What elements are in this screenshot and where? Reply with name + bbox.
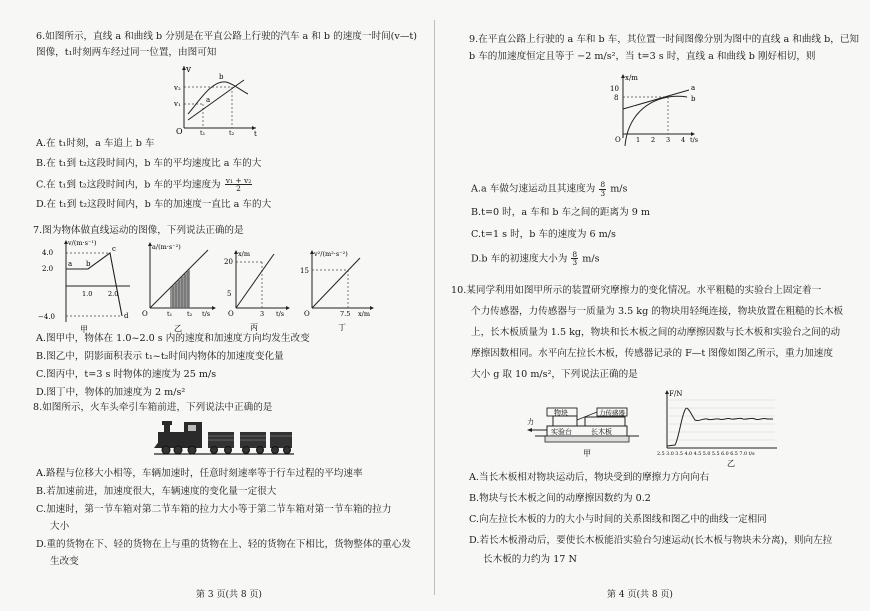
q9-graph-y8: 8 (614, 94, 619, 102)
q10-fig1-caption: 甲 (583, 449, 591, 458)
q7-yi-caption: 乙 (174, 324, 182, 332)
q8-option-b: B.若加速前进，加速度很大，车辆速度的变化量一定很大 (36, 485, 277, 497)
q10-stem-line3: 上，长木板质量为 1.5 kg，物块和长木板之间的动摩擦因数与长木板和实验台之间的动 (471, 326, 841, 338)
q9-option-a-text: A.a 车做匀速运动且其速度为 (471, 183, 596, 195)
q9-label-a: a (691, 84, 696, 92)
q10-options (469, 472, 832, 567)
q6-label-a: a (206, 96, 211, 104)
q9-graph-origin: O (615, 136, 621, 144)
q6-graph-xlabel: t (254, 130, 257, 136)
q6-stem-line1: 6.如图所示，直线 a 和曲线 b 分别是在平直公路上行驶的汽车 a 和 b 的速度一时间(v—t) (36, 31, 418, 42)
q9-option-c: C.t=1 s 时，b 车的速度为 6 m/s (471, 228, 616, 240)
q6-graph-t2: t₂ (229, 129, 235, 136)
q9-graph-ylabel: x/m (625, 74, 638, 82)
q7-bing-y5: 5 (227, 290, 232, 298)
q7-jia-a: a (68, 260, 73, 268)
page-4 (435, 0, 870, 611)
q9-option-a-fraction (599, 181, 606, 197)
q7-yi-xlabel: t/s (202, 310, 211, 318)
q8-stem: 8.如图所示，火车头牵引车箱前进，下列说法中正确的是 (33, 402, 273, 413)
q7-jia-caption: 甲 (80, 325, 88, 334)
q10-label-board: 长木板 (591, 428, 612, 436)
q6-graph-origin: O (176, 127, 183, 136)
q10-label-sensor: 力传感器 (599, 409, 625, 417)
q10-stem-line2: 个力传感器，力传感器与一质量为 3.5 kg 的物块用轻绳连接，物块放置在粗糙的长木板 (471, 305, 844, 317)
q10-option-c: C.向左拉长木板的力的大小与时间的关系图线和图乙中的曲线一定相同 (469, 513, 767, 525)
q7-bing-y20: 20 (224, 258, 233, 266)
q10-stem-line4: 摩擦因数相同。水平向左拉长木板，传感器记录的 F—t 图像如图乙所示，重力加速度 (471, 347, 833, 359)
q7-yi-origin: O (142, 310, 148, 318)
q6-option-d: D.在 t₁到 t₂这段时间内，b 车的加速度一直比 a 车的大 (36, 198, 272, 210)
q9-option-d-text: D.b 车的初速度大小为 (471, 253, 568, 265)
q7-bing-caption: 丙 (250, 323, 258, 332)
q9-graph-x4: 4 (681, 136, 686, 144)
q8-option-c-line1: C.加速时，第一节车箱对第二节车箱的拉力大小等于第二节车箱对第一节车箱的拉力 (36, 503, 392, 515)
q8-options (36, 468, 411, 569)
q10-stem-line5: 大小 g 取 10 m/s²，下列说法正确的是 (471, 368, 638, 380)
q8-option-d-line2: 生改变 (50, 555, 79, 567)
q6-graph-v1: v₁ (174, 100, 181, 108)
q6-option-c (36, 177, 271, 193)
q10-ft-caption: 乙 (727, 459, 735, 468)
q7-ding-x75: 7.5 (340, 310, 351, 318)
q6-vt-graph (170, 62, 260, 136)
q7-ding-xlabel: x/m (358, 310, 371, 318)
q7-options (36, 333, 310, 400)
q9-stem-line1: 9.在平直公路上行驶的 a 车和 b 车，其位置一时间图像分别为图中的直线 a 和曲线 b，已知 (469, 34, 860, 45)
q6-option-a: A.在 t₁时刻，a 车追上 b 车 (36, 138, 155, 149)
q7-option-d: D.图丁中，物体的加速度为 2 m/s² (36, 386, 186, 398)
q10-ft-gridlines (667, 400, 775, 440)
q6-options (36, 138, 271, 212)
q9-options (471, 181, 650, 267)
q9-graph-xlabel: t/s (690, 136, 699, 144)
q10-stem-line1: 10.某同学利用如图甲所示的装置研究摩擦力的变化情况。水平粗糙的实验台上固定着一 (451, 285, 822, 296)
q7-graph-jia (38, 236, 134, 334)
q7-ding-caption: 丁 (338, 323, 346, 332)
q10-block (553, 416, 577, 426)
q6-graph-t1: t₁ (200, 129, 206, 136)
q9-option-d-unit: m/s (582, 253, 600, 265)
q7-ding-origin: O (304, 310, 310, 318)
q8-option-d-line1: D.重的货物在下、轻的货物在上与重的货物在上、轻的货物在下相比，货物整体的重心发 (36, 538, 411, 550)
q7-ding-ylabel: v²/(m²·s⁻²) (314, 250, 348, 258)
q9-graph-x1: 1 (636, 136, 641, 144)
q9-label-b: b (691, 95, 696, 103)
q10-apparatus-figure (525, 404, 649, 464)
q10-option-d-line1: D.若长木板滑动后，要使长木板能沿实验台匀速运动(长木板与物块未分离)，则向左拉 (469, 534, 833, 546)
q7-option-c: C.图丙中，t=3 s 时物体的速度为 25 m/s (36, 368, 217, 380)
q7-bing-x3: 3 (260, 310, 265, 318)
q6-option-c-fraction (225, 177, 253, 193)
page-3-footer: 第 3 页(共 8 页) (196, 589, 262, 600)
q6-option-b: B.在 t₁到 t₂这段时间内，b 车的平均速度比 a 车的大 (36, 157, 262, 169)
q7-bing-origin: O (228, 310, 234, 318)
q7-stem: 7.图为物体做直线运动的图像，下列说法正确的是 (33, 225, 244, 236)
q6-option-c-den: 2 (236, 184, 241, 194)
q7-option-a: A.图甲中，物体在 1.0~2.0 s 内的速度和加速度方向均发生改变 (36, 333, 310, 344)
q9-option-d (471, 251, 650, 267)
q10-ft-ylabel: F/N (669, 390, 683, 398)
q9-option-a (471, 181, 650, 197)
q7-option-b: B.图乙中，阴影面积表示 t₁~t₂时间内物体的加速度变化量 (36, 350, 284, 362)
q8-option-a: A.路程与位移大小相等，车辆加速时，任意时刻速率等于行车过程的平均速率 (36, 468, 363, 479)
q8-train-illustration (154, 418, 294, 458)
q7-jia-d: d (124, 312, 129, 320)
question-6 (36, 31, 417, 60)
q10-option-d-line2: 长木板的力约为 17 N (483, 553, 577, 565)
q6-graph-ylabel: v (186, 65, 192, 75)
q6-label-b: b (219, 73, 224, 81)
q9-option-a-num: 8 (600, 180, 606, 189)
q7-jia-x2: 2.0 (108, 290, 119, 298)
q10-label-table: 实验台 (551, 428, 572, 436)
q6-graph-v2: v₂ (174, 84, 181, 92)
q10-label-force: 力 (527, 418, 534, 426)
q6-stem-line2: 图像，t₁时刻两车经过同一位置，由图可知 (36, 46, 217, 58)
q10-option-a: A.当长木板相对物块运动后，物块受到的摩擦力方向向右 (469, 472, 710, 483)
q10-ft-curve (667, 408, 773, 446)
q7-yi-t2: t₂ (187, 310, 193, 318)
question-9 (469, 34, 859, 64)
q9-graph-y10: 10 (610, 85, 619, 93)
q9-option-d-fraction (571, 251, 578, 267)
q10-ft-graph (657, 388, 783, 468)
q10-option-b: B.物块与长木板之间的动摩擦因数约为 0.2 (469, 492, 651, 504)
q9-curve-b (625, 96, 687, 146)
q9-line-a (623, 90, 689, 109)
q9-option-b: B.t=0 时，a 车和 b 车之间的距离为 9 m (471, 207, 650, 218)
question-10 (451, 285, 843, 382)
q9-graph-x2: 2 (651, 136, 656, 144)
q7-jia-c: c (112, 245, 116, 253)
q7-graph-ding (298, 248, 378, 332)
page-4-footer: 第 4 页(共 8 页) (607, 589, 673, 600)
q7-bing-ylabel: x/m (238, 250, 251, 258)
q7-jia-y4: 4.0 (42, 249, 54, 257)
q9-option-d-num: 8 (572, 249, 578, 259)
q8-option-c-line2: 大小 (50, 520, 70, 532)
q9-option-a-den: 3 (600, 188, 606, 198)
q9-xt-graph (605, 72, 701, 148)
q6-option-c-num: v₁ + v₂ (225, 175, 252, 185)
q9-option-d-den: 3 (572, 258, 578, 268)
q7-graph-bing (224, 248, 292, 332)
q9-stem-line2: b 车的加速度恒定且等于 −2 m/s²，当 t=3 s 时，直线 a 和曲线 b 刚好相切，则 (469, 50, 816, 62)
q7-jia-y2: 2.0 (42, 265, 54, 273)
q7-ding-line (312, 258, 360, 308)
q7-yi-ylabel: a/(m·s⁻²) (152, 243, 181, 251)
q7-jia-ylabel: v/(m·s⁻¹) (68, 239, 97, 247)
q6-option-c-text: C.在 t₁到 t₂这段时间内，b 车的平均速度为 (36, 179, 221, 191)
q7-jia-vt-line (66, 253, 122, 316)
q9-option-a-unit: m/s (610, 183, 628, 195)
q7-jia-x1: 1.0 (82, 290, 93, 298)
q10-label-block: 物块 (554, 409, 568, 417)
question-8 (33, 402, 272, 415)
q7-graph-yi (140, 240, 218, 332)
q7-ding-y15: 15 (300, 267, 309, 275)
q9-graph-x3: 3 (666, 136, 671, 144)
q7-yi-t1: t₁ (167, 310, 173, 318)
q10-ft-ticks: 2.5 3.0 3.5 4.0 4.5 5.0 5.5 6.0 6.5 7.0 t/s (657, 452, 755, 457)
q10-board (585, 417, 625, 426)
q7-jia-b: b (86, 260, 91, 268)
q7-jia-yn4: −4.0 (38, 313, 55, 321)
q7-bing-xlabel: t/s (276, 310, 285, 318)
